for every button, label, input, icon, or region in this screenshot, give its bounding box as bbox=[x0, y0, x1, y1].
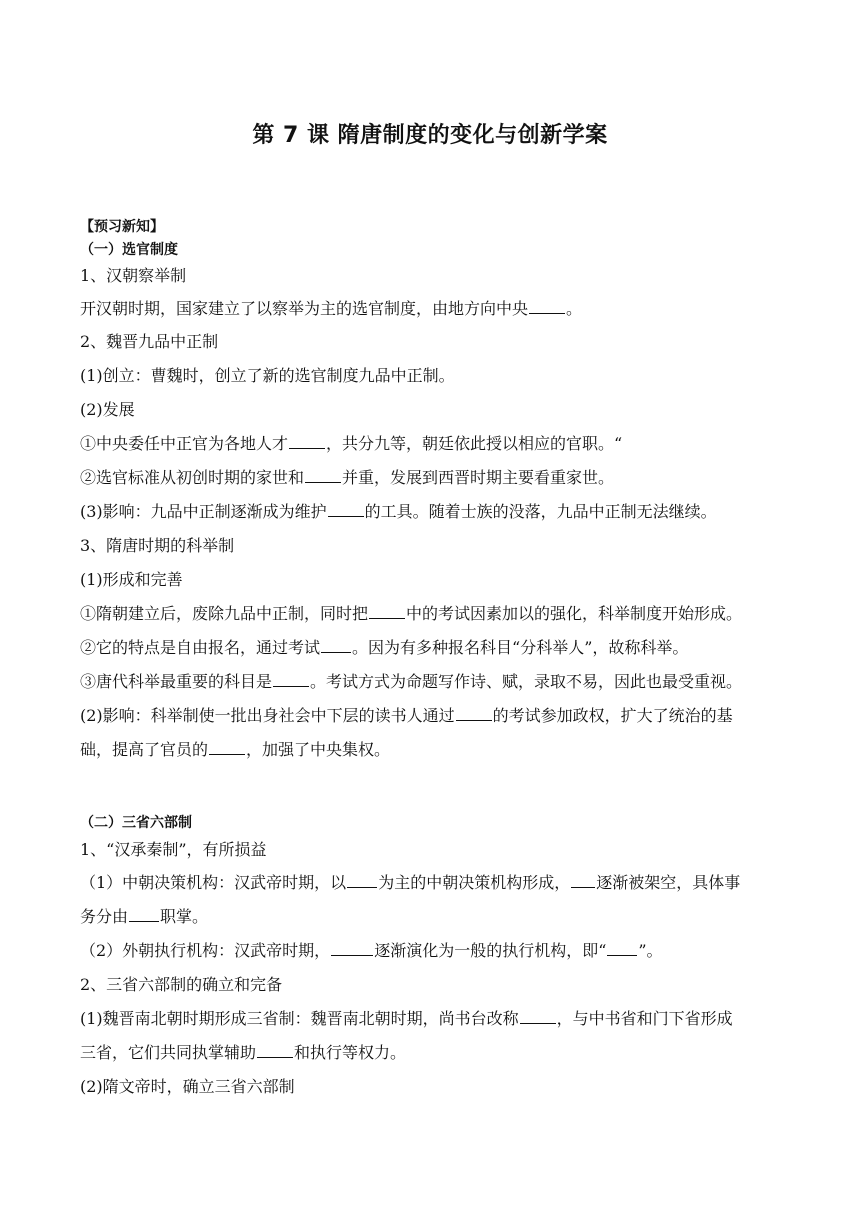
section-heading-sansheng: （二）三省六部制 bbox=[80, 815, 192, 831]
fill-blank[interactable] bbox=[273, 672, 309, 687]
paragraph-line: 础，提高了官员的 ，加强了中央集权。 bbox=[80, 740, 391, 759]
paragraph-line: （1）中朝决策机构：汉武帝时期，以 为主的中朝决策机构形成， 逐渐被架空，具体事 bbox=[80, 873, 741, 892]
fill-blank[interactable] bbox=[321, 638, 351, 653]
page-title: 第 7 课 隋唐制度的变化与创新学案 bbox=[252, 123, 608, 148]
paragraph-line: ②选官标准从初创时期的家世和 并重，发展到西晋时期主要看重家世。 bbox=[80, 468, 615, 487]
paragraph-line: 三省，它们共同执掌辅助 和执行等权力。 bbox=[80, 1043, 407, 1062]
fill-blank[interactable] bbox=[289, 434, 325, 449]
fill-blank[interactable] bbox=[305, 468, 341, 483]
paragraph-line: 开汉朝时期，国家建立了以察举为主的选官制度，由地方向中央 。 bbox=[80, 299, 583, 318]
paragraph-line: (1)魏晋南北朝时期形成三省制：魏晋南北朝时期，尚书台改称 ，与中书省和门下省形成 bbox=[80, 1009, 733, 1028]
subheading-han-qin: 1、“汉承秦制”，有所损益 bbox=[80, 840, 267, 859]
fill-blank[interactable] bbox=[529, 299, 565, 314]
fill-blank[interactable] bbox=[209, 740, 245, 755]
paragraph-line: 务分由 职掌。 bbox=[80, 907, 209, 926]
fill-blank[interactable] bbox=[571, 873, 595, 888]
fill-blank[interactable] bbox=[331, 941, 373, 956]
paragraph-line: (2)影响：科举制使一批出身社会中下层的读书人通过 的考试参加政权，扩大了统治的基 bbox=[80, 706, 733, 725]
fill-blank[interactable] bbox=[328, 502, 364, 517]
paragraph-line: (2)发展 bbox=[80, 400, 135, 419]
paragraph-line: ③唐代科举最重要的科目是 。考试方式为命题写作诗、赋，录取不易，因此也最受重视。 bbox=[80, 672, 743, 691]
paragraph-line: (2)隋文帝时，确立三省六部制 bbox=[80, 1077, 295, 1096]
paragraph-line: (1)形成和完善 bbox=[80, 570, 183, 589]
fill-blank[interactable] bbox=[369, 604, 405, 619]
paragraph-line: ②它的特点是自由报名，通过考试 。因为有多种报名科目“分科举人”，故称科举。 bbox=[80, 638, 689, 657]
fill-blank[interactable] bbox=[456, 706, 492, 721]
fill-blank[interactable] bbox=[257, 1043, 293, 1058]
fill-blank[interactable] bbox=[520, 1009, 556, 1024]
fill-blank[interactable] bbox=[607, 941, 637, 956]
section-heading-officials: （一）选官制度 bbox=[80, 242, 178, 258]
section-heading-preview: 【预习新知】 bbox=[80, 219, 164, 235]
paragraph-line: (3)影响：九品中正制逐渐成为维护 的工具。随着士族的没落，九品中正制无法继续。 bbox=[80, 502, 717, 521]
paragraph-line: ①中央委任中正官为各地人才 ，共分九等，朝廷依此授以相应的官职。“ bbox=[80, 434, 623, 453]
subheading-confirm: 2、三省六部制的确立和完备 bbox=[80, 975, 283, 994]
subheading-keju: 3、隋唐时期的科举制 bbox=[80, 536, 235, 555]
subheading-han-chaju: 1、汉朝察举制 bbox=[80, 266, 187, 285]
paragraph-line: (1)创立：曹魏时，创立了新的选官制度九品中正制。 bbox=[80, 366, 455, 385]
paragraph-line: （2）外朝执行机构：汉武帝时期， 逐渐演化为一般的执行机构，即“ ”。 bbox=[80, 941, 663, 960]
fill-blank[interactable] bbox=[347, 873, 377, 888]
subheading-jiupin: 2、魏晋九品中正制 bbox=[80, 332, 219, 351]
fill-blank[interactable] bbox=[129, 907, 159, 922]
paragraph-line: ①隋朝建立后，废除九品中正制，同时把 中的考试因素加以的强化，科举制度开始形成。 bbox=[80, 604, 743, 623]
